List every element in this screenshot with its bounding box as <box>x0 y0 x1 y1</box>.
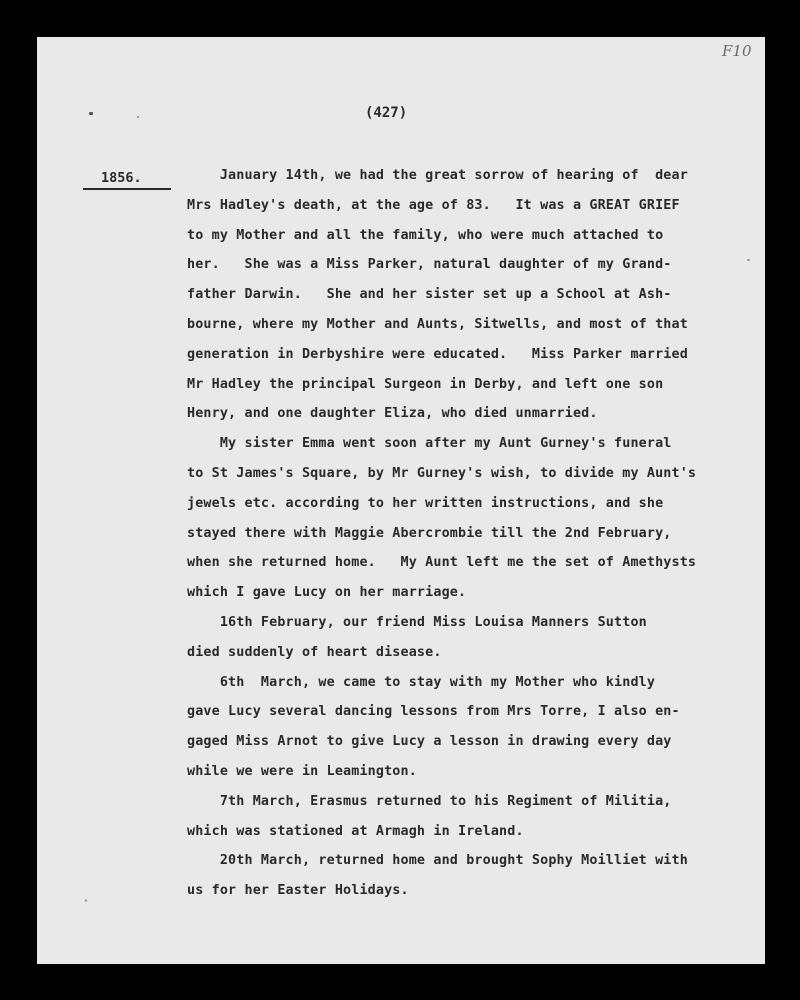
text-line: Mr Hadley the principal Surgeon in Derby, and left one son <box>187 376 664 392</box>
text-line: 20th March, returned home and brought Sophy Moilliet with <box>187 853 688 869</box>
text-line: died suddenly of heart disease. <box>187 644 442 660</box>
text-line: Mrs Hadley's death, at the age of 83. It was a GREAT GRIEF <box>187 197 680 213</box>
archive-folio-mark: F10 <box>722 42 752 60</box>
text-line: which was stationed at Armagh in Ireland. <box>187 823 524 839</box>
text-line: us for her Easter Holidays. <box>187 883 409 899</box>
ink-speck <box>137 116 139 118</box>
text-line: while we were in Leamington. <box>187 763 417 779</box>
text-line: My sister Emma went soon after my Aunt Gurney's funeral <box>187 436 672 452</box>
body-text <box>187 161 762 906</box>
text-line: to St James's Square, by Mr Gurney's wish, to divide my Aunt's <box>187 465 697 481</box>
page-number: (427) <box>365 105 408 121</box>
text-line: bourne, where my Mother and Aunts, Sitwells, and most of that <box>187 316 688 332</box>
text-line: Henry, and one daughter Eliza, who died unmarried. <box>187 406 598 422</box>
text-line: 7th March, Erasmus returned to his Regiment of Militia, <box>187 793 672 809</box>
text-line: to my Mother and all the family, who were much attached to <box>187 227 664 243</box>
text-line: which I gave Lucy on her marriage. <box>187 585 467 601</box>
text-line: stayed there with Maggie Abercrombie till the 2nd February, <box>187 525 672 541</box>
margin-year: 1856. <box>101 170 142 186</box>
text-line: her. She was a Miss Parker, natural daughter of my Grand- <box>187 257 672 273</box>
ink-speck <box>89 112 93 115</box>
document-page <box>37 37 765 964</box>
text-line: 16th February, our friend Miss Louisa Manners Sutton <box>187 614 647 630</box>
text-line: 6th March, we came to stay with my Mother who kindly <box>187 674 656 690</box>
text-line: generation in Derbyshire were educated. Miss Parker married <box>187 346 688 362</box>
text-line: father Darwin. She and her sister set up a School at Ash- <box>187 287 672 303</box>
year-underline <box>83 188 171 190</box>
text-line: January 14th, we had the great sorrow of hearing of dear <box>187 168 688 183</box>
text-line: jewels etc. according to her written instructions, and she <box>187 495 664 511</box>
text-line: when she returned home. My Aunt left me the set of Amethysts <box>187 555 697 571</box>
text-line: gaged Miss Arnot to give Lucy a lesson in drawing every day <box>187 734 672 750</box>
text-line: gave Lucy several dancing lessons from Mrs Torre, I also en- <box>187 704 680 720</box>
ink-speck <box>85 899 87 902</box>
